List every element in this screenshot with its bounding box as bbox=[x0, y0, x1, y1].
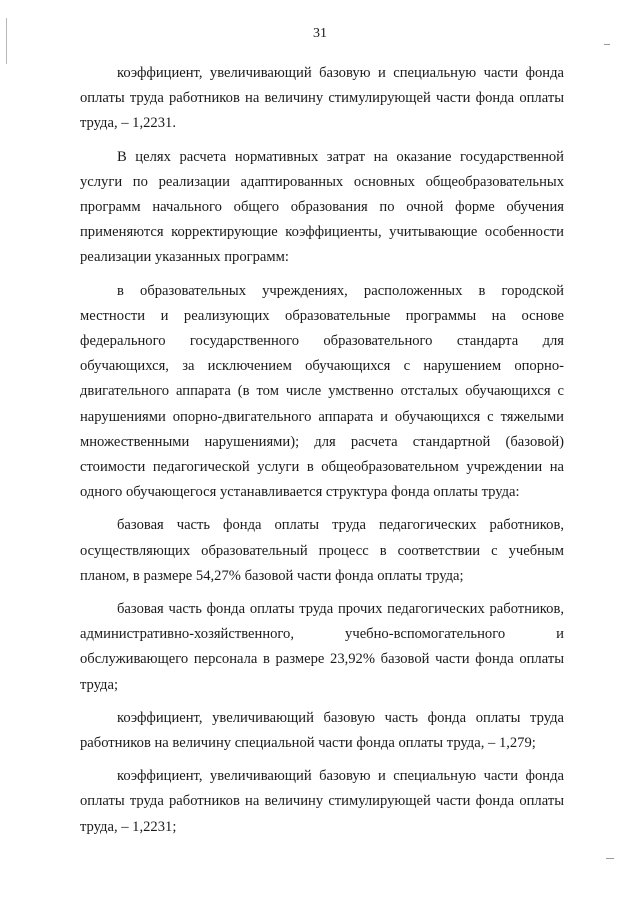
paragraph: коэффициент, увеличивающий базовую и специальную части фонда оплаты труда работников на величину стимулирующей части фонда оплаты труда, – 1,2231; bbox=[80, 768, 564, 835]
paragraph: коэффициент, увеличивающий базовую часть фонда оплаты труда работников на величину специальной части фонда оплаты труда, – 1,279; bbox=[80, 709, 564, 752]
paragraph: коэффициент, увеличивающий базовую и специальную части фонда оплаты труда работников на величину стимулирующей части фонда оплаты труда, – 1,2231. bbox=[80, 65, 564, 132]
scan-speck bbox=[604, 44, 610, 45]
paragraph: базовая часть фонда оплаты труда прочих педагогических работников, административно-хозяйственного, учебно-вспомогательного и обслуживающего персонала в размере 23,92% базовой части фонда оплаты труда; bbox=[80, 601, 564, 693]
paragraph: базовая часть фонда оплаты труда педагогических работников, осуществляющих образовательный процесс в соответствии с учебным планом, в размере 54,27% базовой части фонда оплаты труда; bbox=[80, 517, 564, 584]
scan-speck bbox=[606, 858, 614, 859]
paragraph: в образовательных учреждениях, расположенных в городской местности и реализующих образовательные программы на основе федерального государственного образовательного стандарта для обучающихся, за исключением обучающихся с нарушением опорно-двигательного аппарата (в том числе умственно отсталых обучающихся с нарушениями опорно-двигательного аппарата и обучающихся с тяжелыми множественными нарушениями); для расчета стандартной (базовой) стоимости педагогической услуги в общеобразовательном учреждении на одного обучающегося устанавливается структура фонда оплаты труда: bbox=[80, 282, 564, 501]
paragraph: В целях расчета нормативных затрат на оказание государственной услуги по реализации адаптированных основных общеобразовательных программ начального общего образования по очной форме обучения применяются корректирующие коэффициенты, учитывающие особенности реализации указанных программ: bbox=[80, 148, 564, 266]
document-body bbox=[80, 61, 564, 848]
page-number: 31 bbox=[313, 26, 327, 41]
